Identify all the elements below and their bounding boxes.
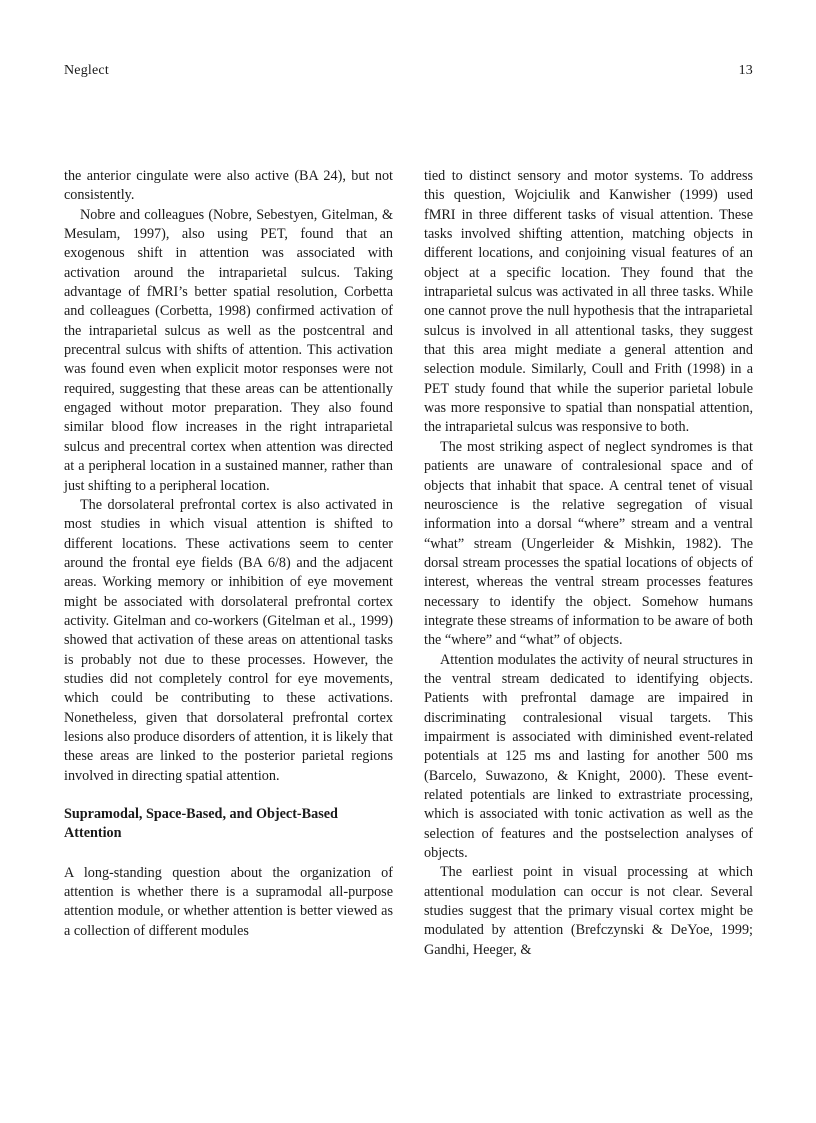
left-column bbox=[64, 167, 393, 941]
section-heading: Supramodal, Space-Based, and Object-Based Attention bbox=[64, 806, 338, 842]
paragraph: the anterior cingulate were also active (BA 24), but not consistently. bbox=[64, 168, 393, 204]
paragraph: tied to distinct sensory and motor systems. To address this question, Wojciulik and Kanwisher (1999) used fMRI in three different tasks of visual attention. These tasks involved shifting attention, matching objects in different locations, and conjoining visual features of an object at a specific location. They found that the intraparietal sulcus was activated in all three tasks. While one cannot prove the null hypothesis that the intraparietal sulcus is involved in all attentional tasks, they suggest that this area might mediate a general attention and selection module. Similarly, Coull and Frith (1998) in a PET study found that while the superior parietal lobule was more responsive to spatial than nonspatial attention, the intraparietal sulcus was responsive to both. bbox=[424, 168, 753, 436]
paragraph: The most striking aspect of neglect syndromes is that patients are unaware of contralesional space and of objects that inhabit that space. A central tenet of visual neuroscience is the relative segregation of visual information into a dorsal “where” stream and a ventral “what” stream (Ungerleider & Mishkin, 1982). The dorsal stream processes the spatial locations of objects of interest, whereas the ventral stream processes features necessary to identify the object. Somehow humans integrate these streams of information to be aware of both the “where” and “what” of objects. bbox=[424, 438, 753, 649]
page-number: 13 bbox=[738, 63, 753, 78]
right-column bbox=[424, 167, 753, 960]
paragraph: A long-standing question about the organization of attention is whether there is a supramodal all-purpose attention module, or whether attention is better viewed as a collection of different modules bbox=[64, 864, 393, 939]
paragraph: The earliest point in visual processing at which attentional modulation can occur is not clear. Several studies suggest that the primary visual cortex might be modulated by attention (Brefczynski & DeYoe, 1999; Gandhi, Heeger, & bbox=[424, 864, 753, 958]
paragraph: Nobre and colleagues (Nobre, Sebestyen, Gitelman, & Mesulam, 1997), also using PET, found that an exogenous shift in attention was associated with activation around the intraparietal sulcus. Taking advantage of fMRI’s better spatial resolution, Corbetta and colleagues (Corbetta, 1998) confirmed activation of the intraparietal sulcus as well as the postcentral and precentral sulcus with shifts of attention. This activation was found even when explicit motor responses were not required, suggesting that these areas can be attentionally engaged without motor preparation. They also found similar blood flow increases in the right intraparietal sulcus and precentral cortex when attention was directed at a peripheral location in a sustained manner, rather than just shifting to a peripheral location. bbox=[64, 206, 393, 494]
paragraph: Attention modulates the activity of neural structures in the ventral stream dedicated to identifying objects. Patients with prefrontal damage are impaired in discriminating contralesional visual targets. This impairment is associated with diminished event-related potentials at 125 ms and lasting for another 500 ms (Barcelo, Suwazono, & Knight, 2000). These event-related potentials are linked to extrastriate processing, which is associated with tonic activation as well as the selection of features and the postselection analyses of objects. bbox=[424, 651, 753, 862]
running-title: Neglect bbox=[64, 63, 109, 78]
paragraph: The dorsolateral prefrontal cortex is also activated in most studies in which visual attention is shifted to different locations. These activations seem to center around the frontal eye fields (BA 6/8) and the adjacent areas. Working memory or inhibition of eye movement might be associated with dorsolateral prefrontal cortex activity. Gitelman and co-workers (Gitelman et al., 1999) showed that activation of these areas on attentional tasks is probably not due to these processes. However, the studies did not completely control for eye movements, which could be contributing to these activations. Nonetheless, given that dorsolateral prefrontal cortex lesions also produce disorders of attention, it is likely that these areas are linked to the posterior parietal regions involved in directing spatial attention. bbox=[64, 496, 393, 784]
